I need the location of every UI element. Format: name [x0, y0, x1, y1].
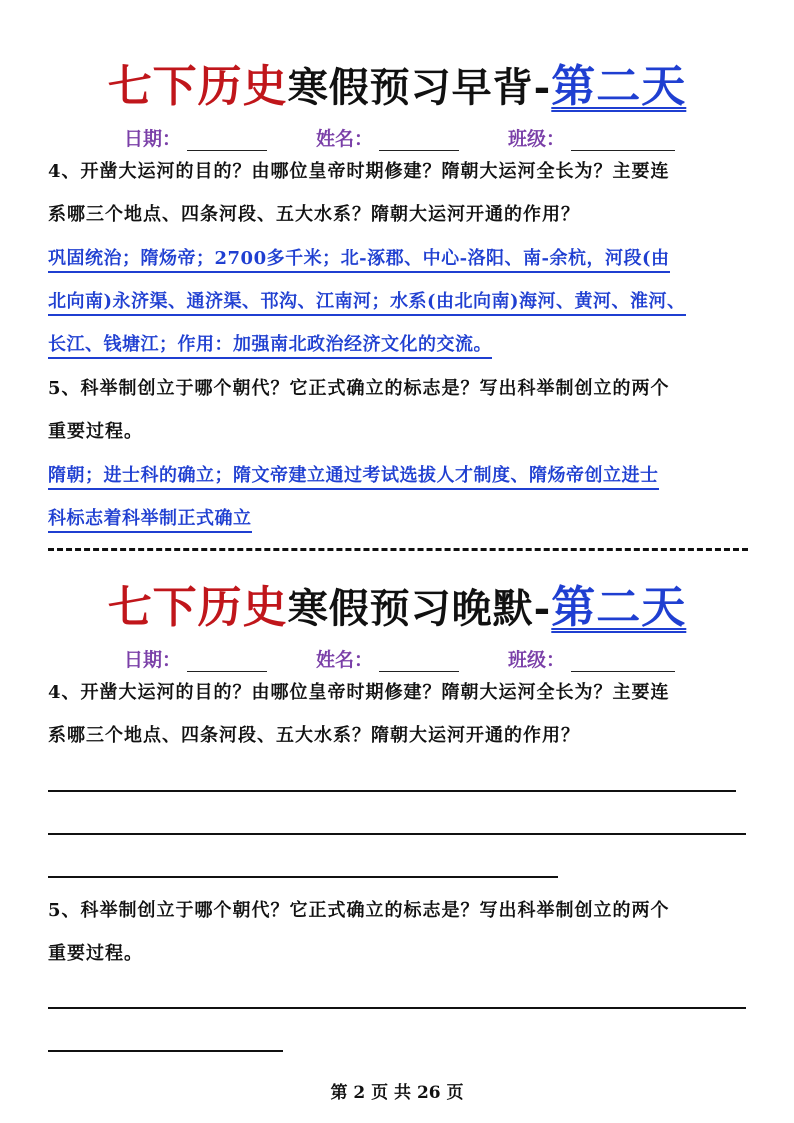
bottom-name-label: 姓名： [316, 649, 374, 671]
top-q5-line1: 5、科举制创立于哪个朝代？它正式确立的标志是？写出科举制创立的两个 [48, 378, 670, 399]
bottom-title-red: 七下历史 [107, 582, 288, 633]
top-class-blank[interactable] [571, 130, 675, 151]
top-a5-line2: 科标志着科举制正式确立 [48, 508, 252, 533]
top-answer-5 [48, 454, 763, 540]
top-title-black: 寒假预习早背- [287, 64, 552, 111]
top-a4-line2: 北向南)永济渠、通济渠、邗沟、江南河；水系(由北向南)海河、黄河、淮河、 [48, 291, 686, 316]
top-date-label: 日期： [124, 128, 182, 150]
top-question-5 [48, 367, 758, 453]
bottom-title-blue: 第二天 [551, 582, 687, 633]
top-question-4 [48, 150, 758, 236]
top-name-label: 姓名： [316, 128, 374, 150]
bottom-date-blank[interactable] [187, 651, 267, 672]
bottom-q5-line1: 5、科举制创立于哪个朝代？它正式确立的标志是？写出科举制创立的两个 [48, 900, 670, 921]
answer-line-5[interactable] [48, 1050, 283, 1052]
bottom-q4-line1: 4、开凿大运河的目的？由哪位皇帝时期修建？隋朝大运河全长为？主要连 [48, 682, 670, 703]
top-a4-line1: 巩固统治；隋炀帝；2700多千米；北-涿郡、中心-洛阳、南-余杭，河段(由 [48, 248, 670, 273]
bottom-date-label: 日期： [124, 649, 182, 671]
section-divider [48, 548, 748, 551]
top-q4-line2: 系哪三个地点、四条河段、五大水系？隋朝大运河开通的作用？ [48, 204, 580, 225]
top-name-blank[interactable] [379, 130, 459, 151]
bottom-question-5 [48, 889, 758, 975]
top-title [0, 50, 794, 114]
top-title-blue: 第二天 [551, 61, 687, 112]
answer-line-2[interactable] [48, 833, 746, 835]
page-number: 第 2 页 共 26 页 [330, 1083, 464, 1103]
bottom-class-label: 班级： [508, 649, 566, 671]
answer-line-3[interactable] [48, 876, 558, 878]
answer-line-1[interactable] [48, 790, 736, 792]
top-class-label: 班级： [508, 128, 566, 150]
bottom-name-blank[interactable] [379, 651, 459, 672]
top-a5-line1: 隋朝；进士科的确立；隋文帝建立通过考试选拔人才制度、隋炀帝创立进士 [48, 465, 659, 490]
top-date-blank[interactable] [187, 130, 267, 151]
bottom-q4-line2: 系哪三个地点、四条河段、五大水系？隋朝大运河开通的作用？ [48, 725, 580, 746]
top-name-field[interactable] [316, 124, 459, 151]
bottom-title [0, 571, 794, 635]
bottom-date-field[interactable] [124, 645, 267, 672]
bottom-q5-line2: 重要过程。 [48, 943, 143, 964]
top-q4-line1: 4、开凿大运河的目的？由哪位皇帝时期修建？隋朝大运河全长为？主要连 [48, 161, 670, 182]
top-answer-4 [48, 237, 763, 366]
top-q5-line2: 重要过程。 [48, 421, 143, 442]
bottom-class-field[interactable] [508, 645, 675, 672]
bottom-title-black: 寒假预习晚默- [287, 585, 552, 632]
answer-line-4[interactable] [48, 1007, 746, 1009]
bottom-name-field[interactable] [316, 645, 459, 672]
top-title-red: 七下历史 [107, 61, 288, 112]
top-a4-line3: 长江、钱塘江；作用：加强南北政治经济文化的交流。 [48, 334, 492, 359]
top-class-field[interactable] [508, 124, 675, 151]
bottom-class-blank[interactable] [571, 651, 675, 672]
bottom-question-4 [48, 671, 758, 757]
top-date-field[interactable] [124, 124, 267, 151]
